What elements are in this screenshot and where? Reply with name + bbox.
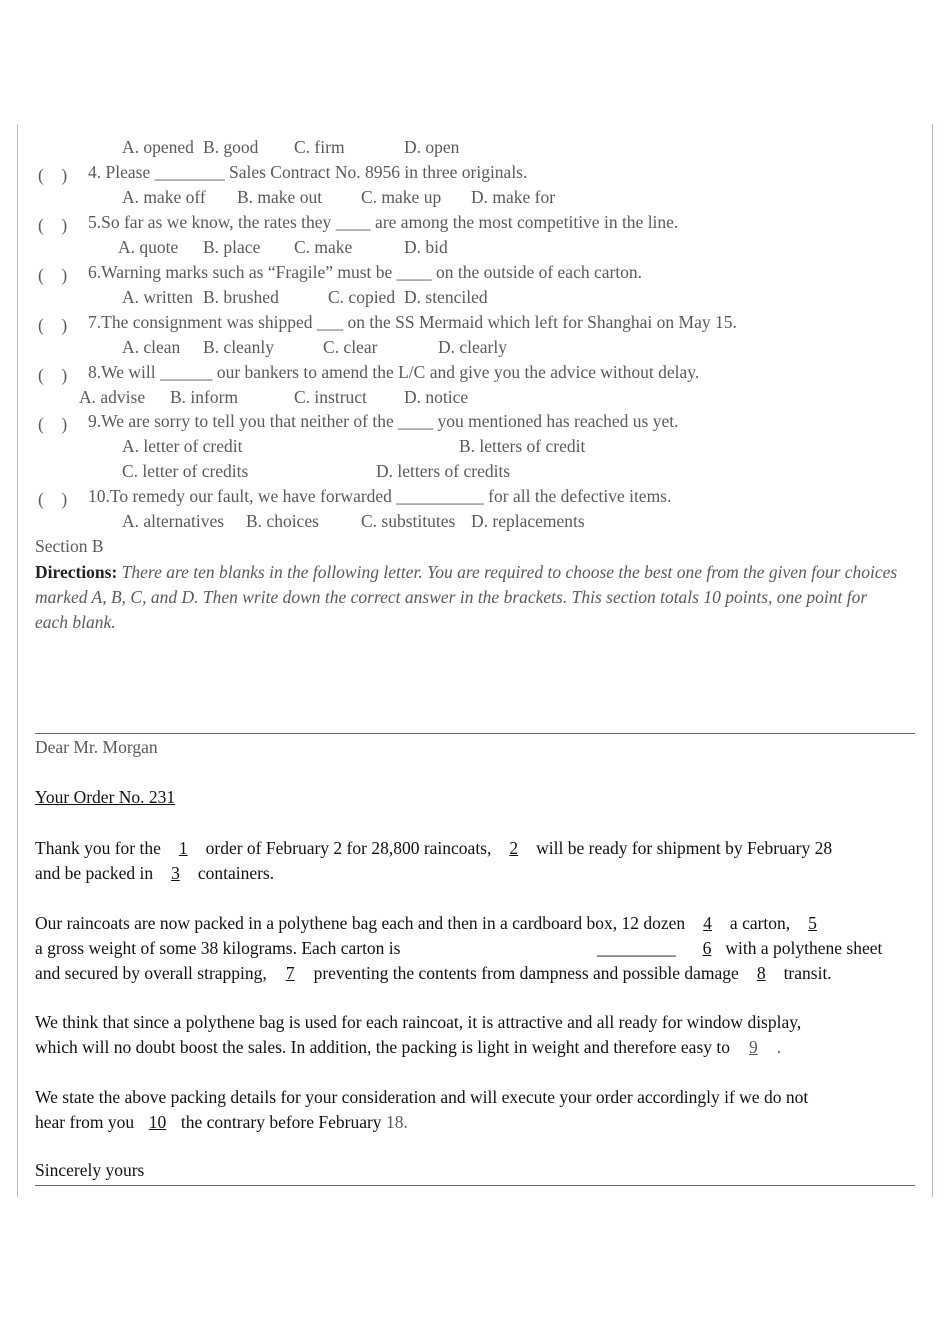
option: C. instruct xyxy=(294,387,367,407)
question-stem: 7.The consignment was shipped ___ on the SS Mermaid which left for Shanghai on May 15. xyxy=(88,312,737,332)
answer-bracket[interactable]: ( ) xyxy=(38,365,68,385)
option: D. letters of credits xyxy=(376,461,511,481)
option: D. clearly xyxy=(438,337,507,357)
text: and be packed in xyxy=(35,863,154,883)
section-heading: Section B xyxy=(35,536,104,556)
letter-closing: Sincerely yours xyxy=(35,1160,145,1180)
option: B. good xyxy=(203,137,259,157)
text: the contrary before February xyxy=(180,1112,382,1132)
answer-bracket[interactable]: ( ) xyxy=(38,315,68,335)
text: with a polythene sheet xyxy=(725,938,883,958)
text: . xyxy=(776,1037,782,1057)
option: D. notice xyxy=(404,387,469,407)
text: 18. xyxy=(385,1112,408,1132)
text: transit. xyxy=(783,963,832,983)
text: order of February 2 for 28,800 raincoats, xyxy=(205,838,492,858)
answer-bracket[interactable]: ( ) xyxy=(38,215,68,235)
option: A. opened xyxy=(122,137,194,157)
option: A. alternatives xyxy=(122,511,225,531)
blank-4[interactable]: 4 xyxy=(703,913,712,933)
answer-bracket[interactable]: ( ) xyxy=(38,165,68,185)
blank-9[interactable]: 9 xyxy=(749,1037,758,1057)
left-margin-rule xyxy=(17,124,18,1197)
text: We state the above packing details for your consideration and will execute your order accordingly if we do not xyxy=(35,1087,809,1107)
option: D. stenciled xyxy=(404,287,488,307)
option: C. substitutes xyxy=(361,511,456,531)
option: A. advise xyxy=(79,387,146,407)
text: hear from you xyxy=(35,1112,135,1132)
blank-2[interactable]: 2 xyxy=(509,838,519,858)
directions xyxy=(35,560,900,635)
question-stem: 4. Please ________ Sales Contract No. 8956 in three originals. xyxy=(88,162,528,182)
option: B. brushed xyxy=(203,287,279,307)
right-margin-rule xyxy=(932,124,933,1197)
text: a carton, xyxy=(729,913,791,933)
letter-subject: Your Order No. 231 xyxy=(35,787,176,807)
option: A. quote xyxy=(118,237,179,257)
question-stem: 8.We will ______ our bankers to amend the L/C and give you the advice without delay. xyxy=(88,362,700,382)
option: C. letter of credits xyxy=(122,461,249,481)
question-stem: 9.We are sorry to tell you that neither of the ____ you mentioned has reached us yet. xyxy=(88,411,679,431)
option: D. bid xyxy=(404,237,448,257)
directions-label: Directions: xyxy=(35,562,118,582)
option: A. clean xyxy=(122,337,181,357)
option: B. cleanly xyxy=(203,337,274,357)
letter-salutation: Dear Mr. Morgan xyxy=(35,737,158,757)
blank-1[interactable]: 1 xyxy=(178,838,188,858)
directions-text: There are ten blanks in the following letter. You are required to choose the best one from the given four choices marked A, B, C, and D. Then write down the correct answer in the brackets. This section totals 10 points, one point for each blank. xyxy=(35,562,898,632)
question-stem: 5.So far as we know, the rates they ____ are among the most competitive in the line. xyxy=(88,212,679,232)
text: will be ready for shipment by February 28 xyxy=(536,838,833,858)
question-stem: 6.Warning marks such as “Fragile” must be ____ on the outside of each carton. xyxy=(88,262,643,282)
letter-paragraph-2 xyxy=(35,911,915,986)
option: C. make xyxy=(294,237,353,257)
blank-gap: _________ xyxy=(597,938,676,958)
answer-bracket[interactable]: ( ) xyxy=(38,414,68,434)
option: C. firm xyxy=(294,137,345,157)
answer-bracket[interactable]: ( ) xyxy=(38,489,68,509)
blank-5[interactable]: 5 xyxy=(808,913,817,933)
blank-3[interactable]: 3 xyxy=(171,863,180,883)
text: containers. xyxy=(197,863,275,883)
letter-paragraph-3 xyxy=(35,1010,915,1060)
option: A. make off xyxy=(122,187,206,207)
option: A. letter of credit xyxy=(122,436,243,456)
option: C. copied xyxy=(328,287,396,307)
text: Thank you for the xyxy=(35,838,161,858)
text: which will no doubt boost the sales. In addition, the packing is light in weight and therefore easy to xyxy=(35,1037,731,1057)
blank-10[interactable]: 10 xyxy=(148,1112,167,1132)
blank-8[interactable]: 8 xyxy=(756,963,766,983)
option: C. make up xyxy=(361,187,442,207)
text: preventing the contents from dampness and possible damage xyxy=(313,963,739,983)
letter-top-rule xyxy=(35,733,915,734)
blank-7[interactable]: 7 xyxy=(285,963,295,983)
question-stem: 10.To remedy our fault, we have forwarded __________ for all the defective items. xyxy=(88,486,672,506)
letter-bottom-rule xyxy=(35,1185,915,1186)
option: B. make out xyxy=(237,187,323,207)
letter-paragraph-4 xyxy=(35,1085,915,1135)
option: B. letters of credit xyxy=(459,436,586,456)
option: C. clear xyxy=(323,337,378,357)
text: a gross weight of some 38 kilograms. Each carton is xyxy=(35,938,401,958)
blank-6[interactable]: 6 xyxy=(702,938,712,958)
letter-paragraph-1 xyxy=(35,836,915,886)
option: B. inform xyxy=(170,387,239,407)
text: We think that since a polythene bag is used for each raincoat, it is attractive and all ready for window display, xyxy=(35,1012,802,1032)
option: B. place xyxy=(203,237,261,257)
option: B. choices xyxy=(246,511,319,531)
option: A. written xyxy=(122,287,193,307)
text: and secured by overall strapping, xyxy=(35,963,267,983)
answer-bracket[interactable]: ( ) xyxy=(38,265,68,285)
option: D. replacements xyxy=(471,511,585,531)
option: D. open xyxy=(404,137,460,157)
text: Our raincoats are now packed in a polythene bag each and then in a cardboard box, 12 dozen xyxy=(35,913,686,933)
option: D. make for xyxy=(471,187,556,207)
